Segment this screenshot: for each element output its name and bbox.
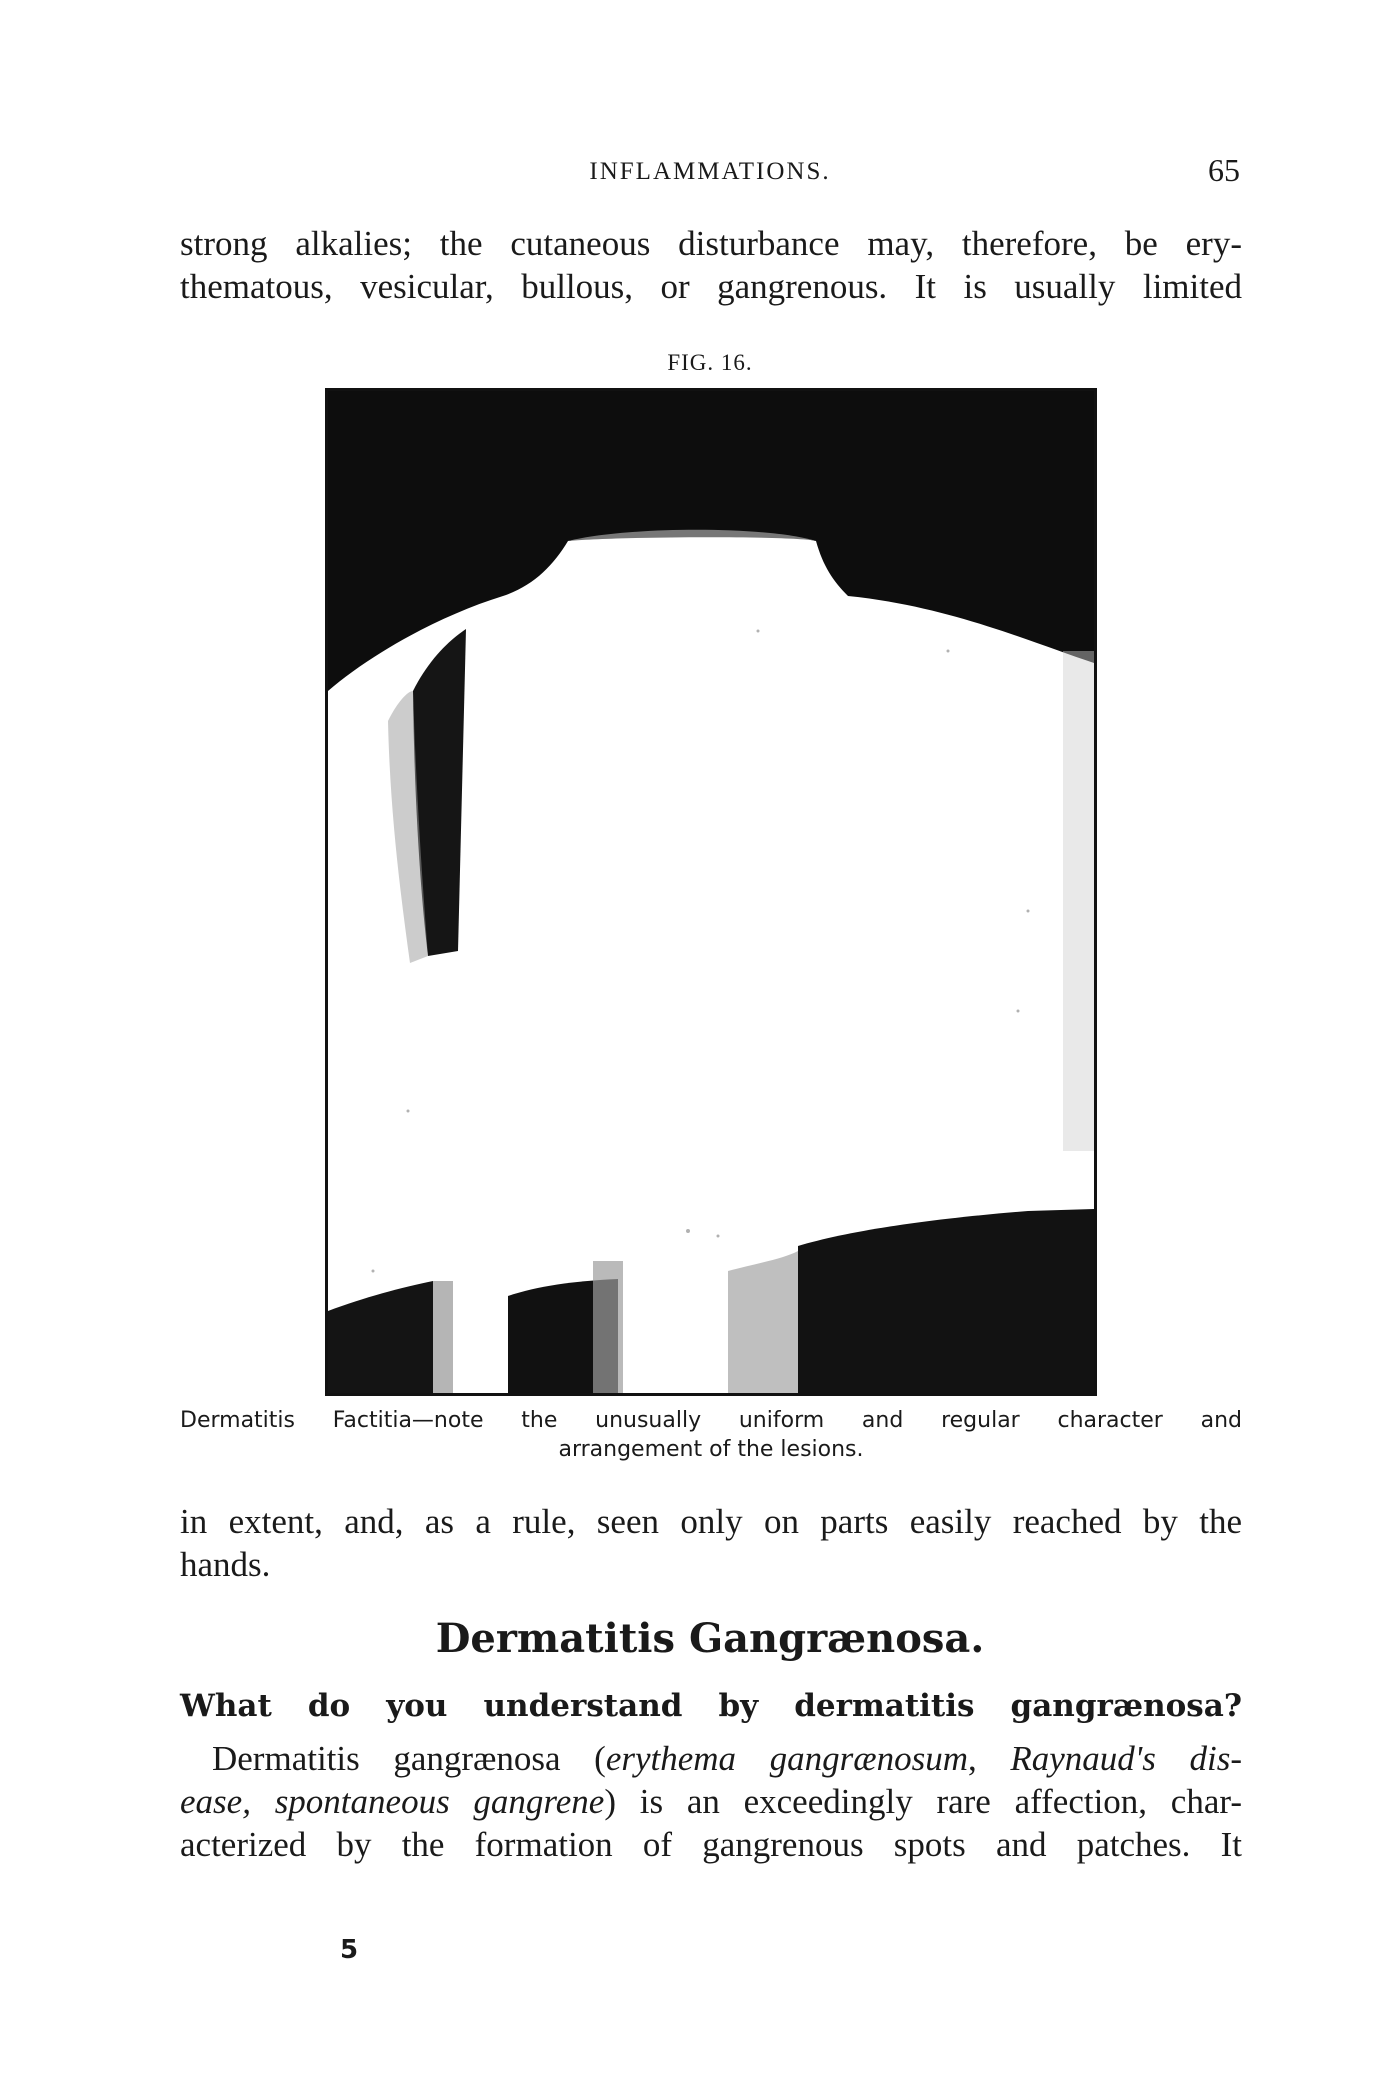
section-heading: Dermatitis Gangrænosa. — [435, 1615, 985, 1662]
text-run: Dermatitis gangrænosa ( — [212, 1739, 606, 1778]
figure-caption — [180, 1406, 1242, 1464]
text-line: in extent, and, as a rule, seen only on parts easily reached by the — [180, 1502, 1242, 1541]
running-head — [180, 150, 1240, 190]
text-line — [180, 1737, 1242, 1780]
text-line — [180, 1780, 1242, 1823]
caption-line: Dermatitis Factitia—note the unusually uniform and regular character and — [180, 1408, 1242, 1433]
signature-mark: 5 — [340, 1935, 359, 1965]
caption-line: arrangement of the lesions. — [558, 1437, 864, 1462]
italic-term: erythema gangrænosum — [605, 1739, 969, 1778]
text-line: acterized by the formation of gangrenous spots and patches. It — [180, 1825, 1242, 1864]
answer-paragraph — [180, 1737, 1242, 1866]
text-run: ) is an exceedingly rare affection, char- — [604, 1782, 1242, 1821]
intro-paragraph — [180, 222, 1242, 308]
figure-photograph — [325, 388, 1097, 1396]
text-line: thematous, vesicular, bullous, or gangrenous. It is usually limited — [180, 267, 1242, 306]
question-heading: What do you understand by dermatitis gangrænosa? — [180, 1688, 1242, 1724]
italic-term: ease, spontaneous gangrene — [180, 1782, 605, 1821]
continuation-paragraph — [180, 1500, 1242, 1586]
page-number: 65 — [1208, 152, 1240, 188]
italic-term: Raynaud's dis- — [1010, 1739, 1243, 1778]
running-title: INFLAMMATIONS. — [589, 158, 831, 185]
figure-label: FIG. 16. — [667, 350, 753, 375]
text-line: hands. — [180, 1545, 271, 1584]
text-line: strong alkalies; the cutaneous disturbance may, therefore, be ery- — [180, 224, 1242, 263]
photograph-image — [328, 391, 1094, 1393]
text-run: , — [968, 1739, 1011, 1778]
